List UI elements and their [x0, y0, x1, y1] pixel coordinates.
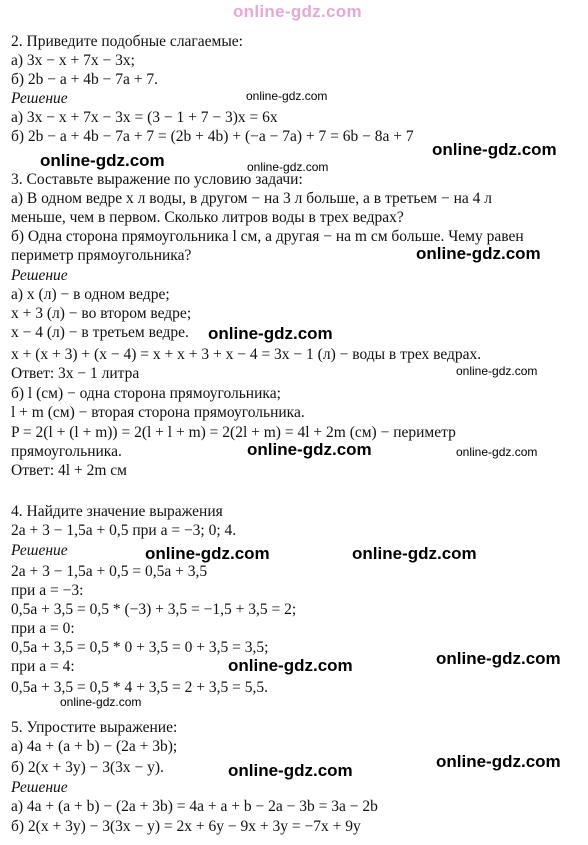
task4-solution-line: 0,5a + 3,5 = 0,5 * 0 + 3,5 = 0 + 3,5 = 3,5;	[11, 639, 269, 656]
task5-item-a: а) 4a + (a + b) − (2a + 3b);	[11, 738, 178, 755]
watermark: online-gdz.com	[228, 761, 353, 780]
watermark: online-gdz.com	[436, 752, 561, 771]
watermark: online-gdz.com	[456, 445, 538, 459]
task3-solution-line: x + (x + 3) + (x − 4) = x + x + 3 + x − 4 = 3x − 1 (л) − воды в трех ведрах.	[11, 346, 482, 363]
watermark: online-gdz.com	[247, 160, 329, 174]
watermark: online-gdz.com	[145, 544, 270, 563]
task3-solution-line: x − 4 (л) − в третьем ведре.	[11, 324, 189, 341]
watermark: online-gdz.com	[432, 140, 557, 159]
task4-solution-line: 0,5a + 3,5 = 0,5 * (−3) + 3,5 = −1,5 + 3,5 = 2;	[11, 601, 297, 618]
header-watermark: online-gdz.com	[233, 2, 362, 21]
task5-item-b: б) 2(x + 3y) − 3(3x − y).	[11, 759, 164, 776]
watermark: online-gdz.com	[208, 324, 333, 343]
task2-item-a: а) 3x − x + 7x − 3x;	[11, 52, 135, 69]
task4-solution-line: 0,5a + 3,5 = 0,5 * 4 + 3,5 = 2 + 3,5 = 5,5.	[11, 679, 268, 696]
task3-solution-line: а) x (л) − в одном ведре;	[11, 286, 170, 303]
task4-solution-line: при a = −3:	[11, 582, 84, 599]
task5-title: 5. Упростите выражение:	[11, 719, 178, 736]
task3-item-a-line1: а) В одном ведре x л воды, в другом − на 3 л больше, а в третьем − на 4 л	[11, 190, 493, 207]
watermark: online-gdz.com	[40, 151, 165, 170]
watermark: online-gdz.com	[436, 649, 561, 668]
task3-solution-line: прямоугольника.	[11, 443, 122, 460]
task5-solution-label: Решение	[11, 779, 68, 796]
watermark: online-gdz.com	[456, 364, 538, 378]
task3-item-b-line2: периметр прямоугольника?	[11, 247, 192, 264]
task2-title: 2. Приведите подобные слагаемые:	[11, 33, 243, 50]
task4-expression: 2a + 3 − 1,5a + 0,5 при a = −3; 0; 4.	[11, 522, 237, 539]
task3-answer-a: Ответ: 3x − 1 литра	[11, 365, 140, 382]
task3-solution-line: б) l (см) − одна сторона прямоугольника;	[11, 385, 281, 402]
task2-item-b: б) 2b − a + 4b − 7a + 7.	[11, 71, 159, 88]
task4-solution-label: Решение	[11, 542, 68, 559]
watermark: online-gdz.com	[352, 544, 477, 563]
task4-solution-line: при a = 0:	[11, 620, 75, 637]
watermark: online-gdz.com	[246, 89, 328, 103]
task5-solution-a: а) 4a + (a + b) − (2a + 3b) = 4a + a + b − 2a − 3b = 3a − 2b	[11, 798, 378, 815]
task3-answer-b: Ответ: 4l + 2m см	[11, 462, 127, 479]
task3-item-a-line2: меньше, чем в первом. Сколько литров воды в трех ведрах?	[11, 209, 404, 226]
task2-solution-b: б) 2b − a + 4b − 7a + 7 = (2b + 4b) + (−a − 7a) + 7 = 6b − 8a + 7	[11, 128, 414, 145]
task2-solution-label: Решение	[11, 90, 68, 107]
watermark: online-gdz.com	[416, 244, 541, 263]
watermark: online-gdz.com	[60, 695, 142, 709]
task4-title: 4. Найдите значение выражения	[11, 503, 223, 520]
task3-solution-line: x + 3 (л) − во втором ведре;	[11, 305, 192, 322]
task4-solution-line: при a = 4:	[11, 658, 75, 675]
task4-solution-line: 2a + 3 − 1,5a + 0,5 = 0,5a + 3,5	[11, 563, 208, 580]
task3-solution-label: Решение	[11, 267, 68, 284]
task3-solution-line: P = 2(l + (l + m)) = 2(l + l + m) = 2(2l + m) = 4l + 2m (см) − периметр	[11, 424, 456, 441]
task5-solution-b: б) 2(x + 3y) − 3(3x − y) = 2x + 6y − 9x + 3y = −7x + 9y	[11, 818, 361, 835]
watermark: online-gdz.com	[228, 656, 353, 675]
task3-item-b-line1: б) Одна сторона прямоугольника l см, а другая − на m см больше. Чему равен	[11, 228, 524, 245]
task2-solution-a: а) 3x − x + 7x − 3x = (3 − 1 + 7 − 3)x = 6x	[11, 109, 278, 126]
watermark: online-gdz.com	[247, 440, 372, 459]
task3-solution-line: l + m (см) − вторая сторона прямоугольника.	[11, 404, 305, 421]
task3-title: 3. Составьте выражение по условию задачи:	[11, 171, 303, 188]
